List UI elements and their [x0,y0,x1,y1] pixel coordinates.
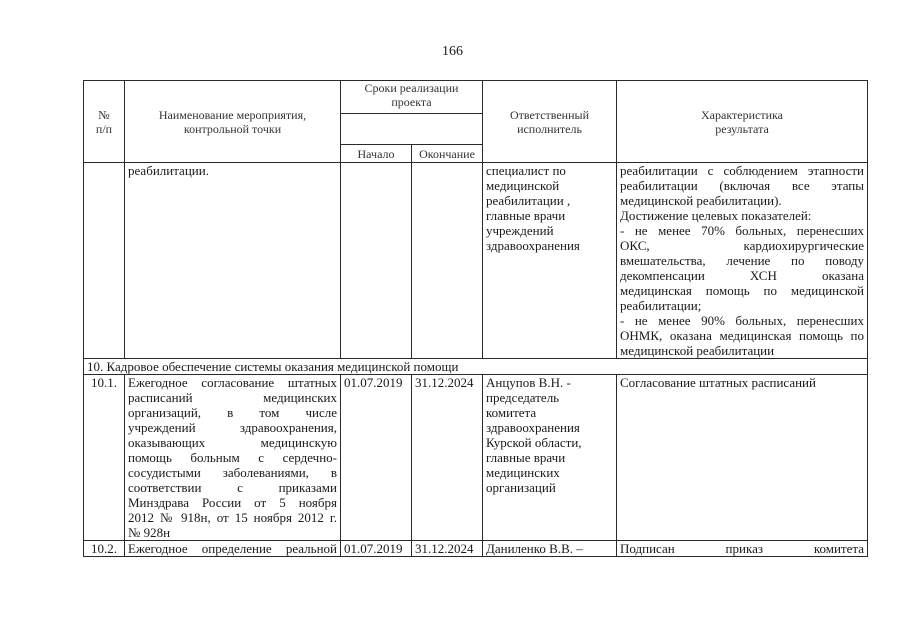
executor-line: здравоохранения [486,420,580,435]
measures-table [83,80,868,557]
table-row [84,541,868,557]
name-line: помощь больным с сердечно- [128,450,337,465]
cell-start [341,163,412,359]
header-num: № п/п [84,81,125,163]
section-title: 10. Кадровое обеспечение системы оказания медицинской помощи [84,359,868,375]
header-start: Начало [341,145,412,163]
name-line: оказывающих медицинскую [128,435,337,450]
section-row [84,359,868,375]
name-line: соответствии с приказами [128,480,337,495]
result-line: реабилитации; [620,298,702,313]
header-end: Окончание [412,145,483,163]
cell-name [125,375,341,541]
name-line: Минздрава России от 5 ноября [128,495,337,510]
executor-line: реабилитации , [486,193,571,208]
cell-start: 01.07.2019 [341,541,412,557]
name-line: организаций, в том числе [128,405,337,420]
result-line: декомпенсации ХСН оказана [620,268,864,283]
executor-line: специалист по [486,163,566,178]
result-line: - не менее 70% больных, перенесших [620,223,864,238]
executor-line: главные врачи [486,208,566,223]
cell-result: Согласование штатных расписаний [617,375,868,541]
cell-num [84,163,125,359]
cell-start: 01.07.2019 [341,375,412,541]
page-number: 166 [442,44,463,59]
name-line: расписаний медицинских [128,390,337,405]
header-row-1 [84,81,868,114]
name-line: учреждений здравоохранения, [128,420,337,435]
header-executor: Ответственный исполнитель [483,81,617,163]
result-line: медицинской реабилитации). [620,193,782,208]
result-line: Достижение целевых показателей: [620,208,812,223]
result-line: - не менее 90% больных, перенесших [620,313,864,328]
result-line: вмешательства, лечение по поводу [620,253,864,268]
result-line: ОКС, кардиохирургические [620,238,864,253]
executor-line: главные врачи [486,450,566,465]
cell-num: 10.2. [84,541,125,557]
cell-end: 31.12.2024 [412,541,483,557]
executor-line: медицинских [486,465,560,480]
name-line: Ежегодное согласование штатных [128,375,337,390]
executor-line: комитета [486,405,537,420]
executor-line: Анцупов В.Н. - [486,375,571,390]
header-terms: Сроки реализации проекта [341,81,483,114]
name-line: 2012 № 918н, от 15 ноября 2012 г. [128,510,337,525]
executor-line: организаций [486,480,556,495]
header-result: Характеристика результата [617,81,868,163]
executor-line: Курской области, [486,435,582,450]
executor-line: медицинской [486,178,560,193]
name-line: сосудистыми заболеваниями, в [128,465,337,480]
executor-line: председатель [486,390,560,405]
continuation-row [84,163,868,359]
result-line: реабилитации с соблюдением этапности [620,163,864,178]
cell-result: Подписан приказ комитета [617,541,868,557]
cell-executor [483,375,617,541]
cell-result [617,163,868,359]
header-terms-spacer [341,114,483,145]
result-line: медицинская помощь по медицинской [620,283,864,298]
result-line: реабилитации (включая все этапы [620,178,864,193]
name-line: № 928н [128,525,171,540]
cell-executor: Даниленко В.В. – [483,541,617,557]
header-name: Наименование мероприятия, контрольной точки [125,81,341,163]
executor-line: здравоохранения [486,238,580,253]
cell-end [412,163,483,359]
cell-name: реабилитации. [125,163,341,359]
cell-end: 31.12.2024 [412,375,483,541]
table-row [84,375,868,541]
executor-line: учреждений [486,223,554,238]
result-line: ОНМК, оказана медицинская помощь по [620,328,864,343]
cell-name: Ежегодное определение реальной [125,541,341,557]
cell-num: 10.1. [84,375,125,541]
cell-executor [483,163,617,359]
result-line: медицинской реабилитации [620,343,775,358]
